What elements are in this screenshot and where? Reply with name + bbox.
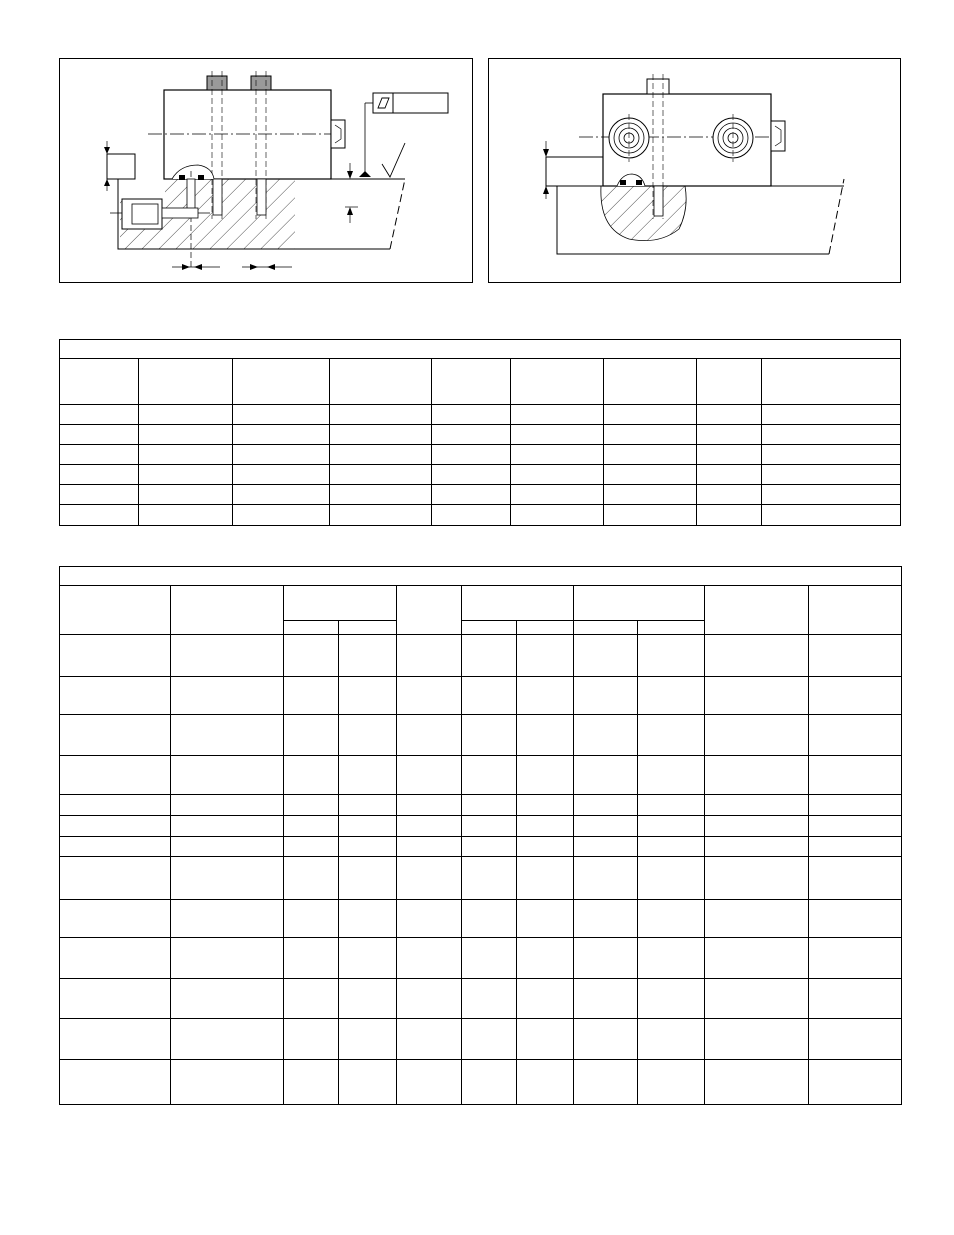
table-cell: [339, 1060, 397, 1105]
table-2-header-cell: [705, 586, 809, 635]
table-row: [60, 837, 902, 857]
table-cell: [397, 795, 462, 816]
table-1-header-cell: [432, 359, 511, 405]
table-cell: [462, 816, 517, 837]
table-cell: [60, 465, 139, 485]
table-2-header-cell: [397, 586, 462, 635]
table-cell: [638, 979, 705, 1019]
table-cell: [339, 635, 397, 677]
table-cell: [574, 837, 638, 857]
table-cell: [462, 1019, 517, 1060]
table-cell: [705, 1019, 809, 1060]
table-cell: [638, 900, 705, 938]
table-cell: [284, 857, 339, 900]
table-1-header-cell: [60, 359, 139, 405]
table-cell: [638, 677, 705, 715]
table-cell: [697, 445, 762, 465]
table-row: [60, 795, 902, 816]
table-cell: [517, 900, 574, 938]
table-cell: [762, 465, 901, 485]
table-cell: [705, 837, 809, 857]
table-cell: [432, 425, 511, 445]
table-cell: [397, 900, 462, 938]
table-cell: [139, 425, 233, 445]
table-cell: [511, 445, 604, 465]
table-cell: [604, 465, 697, 485]
table-cell: [809, 938, 902, 979]
table-2-header-cell: [171, 586, 284, 635]
table-cell: [397, 1019, 462, 1060]
table-cell: [809, 857, 902, 900]
table-2-header-cell: [809, 586, 902, 635]
table-cell: [60, 715, 171, 756]
table-row: [60, 900, 902, 938]
table-cell: [705, 900, 809, 938]
table-cell: [517, 715, 574, 756]
table-cell: [574, 857, 638, 900]
table-cell: [330, 405, 432, 425]
table-cell: [233, 425, 330, 445]
table-1-header-cell: [604, 359, 697, 405]
table-cell: [284, 795, 339, 816]
table-cell: [397, 1060, 462, 1105]
table-cell: [762, 445, 901, 465]
table-cell: [171, 795, 284, 816]
table-cell: [330, 485, 432, 505]
table-cell: [574, 979, 638, 1019]
table-cell: [432, 505, 511, 526]
table-cell: [397, 857, 462, 900]
table-cell: [462, 795, 517, 816]
table-cell: [330, 425, 432, 445]
table-cell: [462, 938, 517, 979]
table-cell: [638, 756, 705, 795]
table-cell: [432, 485, 511, 505]
table-cell: [233, 465, 330, 485]
table-cell: [638, 816, 705, 837]
table-cell: [809, 900, 902, 938]
table-cell: [462, 857, 517, 900]
table-cell: [574, 715, 638, 756]
table-cell: [638, 857, 705, 900]
table-cell: [330, 445, 432, 465]
table-cell: [171, 635, 284, 677]
table-cell: [339, 857, 397, 900]
table-cell: [705, 816, 809, 837]
table-cell: [809, 1019, 902, 1060]
table-cell: [705, 715, 809, 756]
table-1-header-cell: [139, 359, 233, 405]
table-row: [60, 465, 901, 485]
table-cell: [517, 677, 574, 715]
table-cell: [397, 816, 462, 837]
table-2-subheader-cell: [638, 621, 705, 635]
table-cell: [60, 425, 139, 445]
table-1-title: [60, 340, 901, 359]
table-cell: [517, 1060, 574, 1105]
table-cell: [339, 900, 397, 938]
table-cell: [604, 445, 697, 465]
table-cell: [511, 405, 604, 425]
table-row: [60, 715, 902, 756]
table-2-header-cell: [462, 586, 574, 621]
table-cell: [171, 1019, 284, 1060]
table-cell: [517, 979, 574, 1019]
table-cell: [604, 425, 697, 445]
table-cell: [339, 837, 397, 857]
table-cell: [60, 857, 171, 900]
table-cell: [638, 635, 705, 677]
table-cell: [705, 795, 809, 816]
table-cell: [284, 979, 339, 1019]
table-cell: [60, 938, 171, 979]
table-cell: [139, 405, 233, 425]
table-cell: [574, 677, 638, 715]
table-cell: [517, 816, 574, 837]
table-cell: [60, 445, 139, 465]
table-cell: [432, 405, 511, 425]
table-cell: [339, 816, 397, 837]
table-cell: [809, 795, 902, 816]
table-2-title: [60, 567, 902, 586]
table-cell: [432, 445, 511, 465]
table-cell: [809, 1060, 902, 1105]
table-cell: [762, 485, 901, 505]
table-cell: [171, 979, 284, 1019]
table-cell: [171, 816, 284, 837]
table-cell: [139, 505, 233, 526]
table-cell: [60, 505, 139, 526]
table-2-subheader-cell: [339, 621, 397, 635]
table-cell: [604, 485, 697, 505]
table-cell: [397, 756, 462, 795]
table-cell: [462, 900, 517, 938]
table-cell: [397, 979, 462, 1019]
table-cell: [705, 1060, 809, 1105]
table-cell: [233, 505, 330, 526]
table-row: [60, 425, 901, 445]
table-cell: [517, 837, 574, 857]
table-2-subheader-cell: [517, 621, 574, 635]
table-cell: [517, 938, 574, 979]
table-cell: [638, 1019, 705, 1060]
table-cell: [604, 505, 697, 526]
table-cell: [705, 857, 809, 900]
table-cell: [511, 485, 604, 505]
table-cell: [339, 795, 397, 816]
table-cell: [139, 445, 233, 465]
table-cell: [574, 1060, 638, 1105]
table-cell: [638, 837, 705, 857]
table-row: [60, 979, 902, 1019]
table-cell: [60, 405, 139, 425]
table-cell: [697, 485, 762, 505]
table-cell: [60, 816, 171, 837]
table-cell: [462, 979, 517, 1019]
table-cell: [139, 465, 233, 485]
table-row: [60, 677, 902, 715]
table-cell: [705, 635, 809, 677]
table-row: [60, 1060, 902, 1105]
table-cell: [574, 1019, 638, 1060]
table-2-subheader-cell: [284, 621, 339, 635]
table-cell: [638, 795, 705, 816]
table-row: [60, 505, 901, 526]
table-cell: [339, 938, 397, 979]
table-1-header-cell: [697, 359, 762, 405]
table-cell: [60, 979, 171, 1019]
table-cell: [574, 795, 638, 816]
table-cell: [284, 837, 339, 857]
table-cell: [462, 715, 517, 756]
table-cell: [638, 938, 705, 979]
table-cell: [697, 405, 762, 425]
table-cell: [284, 1060, 339, 1105]
table-cell: [574, 756, 638, 795]
table-cell: [462, 756, 517, 795]
table-2-header-cell: [60, 586, 171, 635]
table-row: [60, 485, 901, 505]
table-cell: [705, 979, 809, 1019]
table-cell: [705, 756, 809, 795]
table-cell: [233, 445, 330, 465]
table-row: [60, 635, 902, 677]
table-1-header-cell: [330, 359, 432, 405]
table-cell: [517, 1019, 574, 1060]
table-cell: [809, 816, 902, 837]
table-cell: [511, 465, 604, 485]
table-cell: [60, 1019, 171, 1060]
table-1-header-cell: [762, 359, 901, 405]
table-cell: [233, 405, 330, 425]
figure-right-panel: [488, 58, 901, 283]
table-cell: [171, 756, 284, 795]
table-cell: [284, 635, 339, 677]
table-cell: [574, 938, 638, 979]
table-cell: [397, 837, 462, 857]
table-cell: [638, 715, 705, 756]
table-cell: [762, 425, 901, 445]
table-cell: [60, 756, 171, 795]
table-2-header-cell: [574, 586, 705, 621]
table-cell: [330, 465, 432, 485]
table-cell: [171, 857, 284, 900]
table-cell: [809, 979, 902, 1019]
table-cell: [511, 425, 604, 445]
table-cell: [809, 635, 902, 677]
table-cell: [574, 816, 638, 837]
table-cell: [60, 837, 171, 857]
table-row: [60, 857, 902, 900]
mounting-diagram-front-view: [489, 59, 902, 284]
table-cell: [462, 677, 517, 715]
table-cell: [574, 635, 638, 677]
table-cell: [284, 715, 339, 756]
table-cell: [330, 505, 432, 526]
table-cell: [697, 465, 762, 485]
table-row: [60, 756, 902, 795]
table-cell: [171, 837, 284, 857]
table-cell: [697, 505, 762, 526]
table-cell: [432, 465, 511, 485]
mounting-diagram-side-view: [60, 59, 474, 284]
table-cell: [809, 837, 902, 857]
table-cell: [809, 715, 902, 756]
table-cell: [60, 635, 171, 677]
table-cell: [604, 405, 697, 425]
table-cell: [397, 677, 462, 715]
table-cell: [171, 1060, 284, 1105]
table-cell: [339, 1019, 397, 1060]
table-cell: [139, 485, 233, 505]
table-cell: [517, 857, 574, 900]
table-cell: [762, 505, 901, 526]
table-cell: [697, 425, 762, 445]
table-cell: [171, 677, 284, 715]
table-cell: [462, 1060, 517, 1105]
table-2-subheader-cell: [574, 621, 638, 635]
table-row: [60, 405, 901, 425]
table-cell: [397, 635, 462, 677]
table-cell: [705, 677, 809, 715]
table-cell: [60, 485, 139, 505]
table-cell: [809, 756, 902, 795]
table-cell: [284, 677, 339, 715]
table-2: [59, 566, 902, 1105]
table-row: [60, 1019, 902, 1060]
table-1-header-cell: [233, 359, 330, 405]
table-cell: [517, 756, 574, 795]
table-cell: [284, 756, 339, 795]
table-cell: [517, 635, 574, 677]
table-cell: [60, 900, 171, 938]
figure-left-panel: [59, 58, 473, 283]
table-row: [60, 445, 901, 465]
table-cell: [60, 795, 171, 816]
table-cell: [284, 938, 339, 979]
table-cell: [339, 677, 397, 715]
table-cell: [60, 1060, 171, 1105]
table-2-subheader-cell: [462, 621, 517, 635]
table-cell: [638, 1060, 705, 1105]
table-cell: [517, 795, 574, 816]
table-cell: [762, 405, 901, 425]
table-cell: [397, 715, 462, 756]
table-1: [59, 339, 901, 526]
table-cell: [284, 816, 339, 837]
table-cell: [339, 979, 397, 1019]
table-cell: [171, 900, 284, 938]
table-row: [60, 816, 902, 837]
table-1-header-cell: [511, 359, 604, 405]
table-cell: [171, 715, 284, 756]
table-cell: [397, 938, 462, 979]
table-cell: [574, 900, 638, 938]
table-cell: [284, 900, 339, 938]
table-cell: [171, 938, 284, 979]
table-cell: [60, 677, 171, 715]
table-cell: [511, 505, 604, 526]
table-2-header-cell: [284, 586, 397, 621]
table-cell: [705, 938, 809, 979]
table-cell: [462, 635, 517, 677]
table-row: [60, 938, 902, 979]
table-cell: [233, 485, 330, 505]
table-cell: [284, 1019, 339, 1060]
table-cell: [339, 756, 397, 795]
table-cell: [462, 837, 517, 857]
table-cell: [339, 715, 397, 756]
table-cell: [809, 677, 902, 715]
